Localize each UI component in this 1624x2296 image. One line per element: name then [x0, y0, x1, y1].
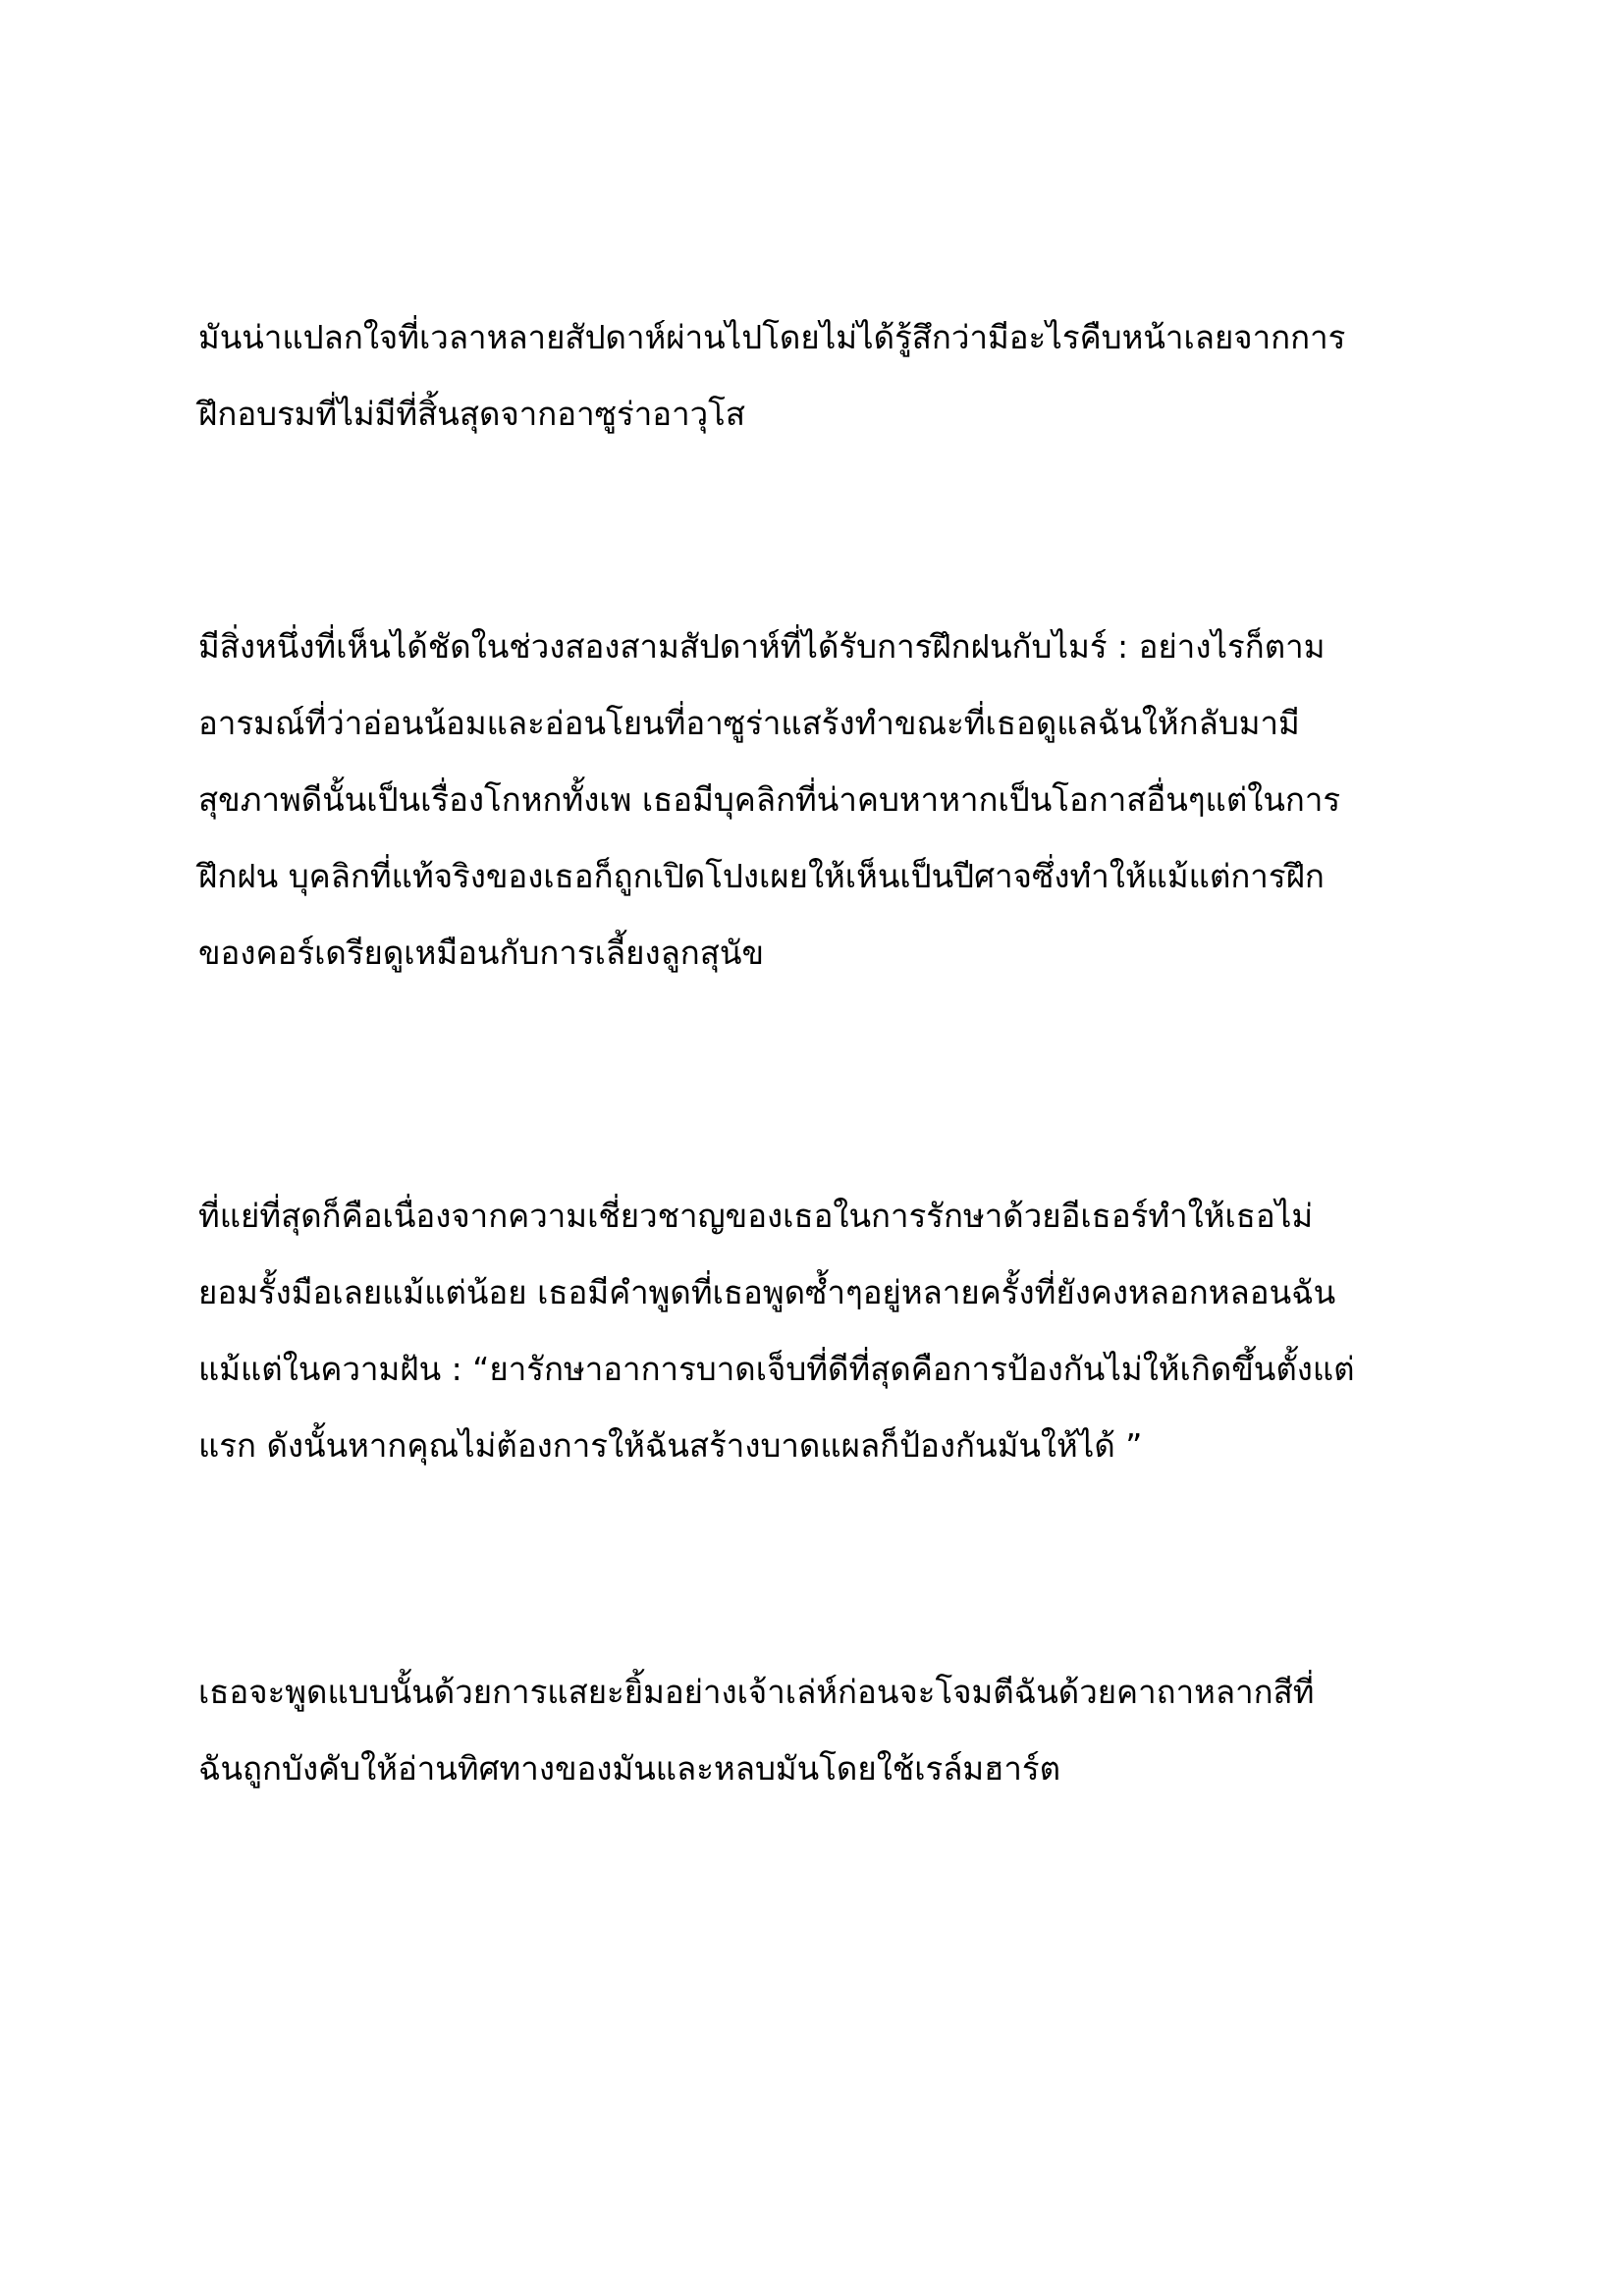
- paragraph-1: [198, 299, 1475, 453]
- paragraph-line: ที่แย่ที่สุดก็คือเนื่องจากความเชี่ยวชาญของเธอในการรักษาด้วยอีเธอร์ทำให้เธอไม่: [198, 1197, 1314, 1235]
- paragraph-line: ของคอร์เดรียดูเหมือนกับการเลี้ยงลูกสุนัข: [198, 934, 765, 972]
- paragraph-line: เธอจะพูดแบบนั้นด้วยการแสยะยิ้มอย่างเจ้าเล่ห์ก่อนจะโจมตีฉันด้วยคาถาหลากสีที่: [198, 1673, 1315, 1711]
- paragraph-line: ฝึกอบรมที่ไม่มีที่สิ้นสุดจากอาซูร่าอาวุโส: [198, 395, 746, 433]
- paragraph-line: แรก ดังนั้นหากคุณไม่ต้องการให้ฉันสร้างบาดแผลก็ป้องกันมันให้ได้ ”: [198, 1426, 1143, 1465]
- paragraph-line: แม้แต่ในความฝัน : “ยารักษาอาการบาดเจ็บที่ดีที่สุดคือการป้องกันไม่ให้เกิดขึ้นตั้งแต่: [198, 1350, 1355, 1388]
- paragraph-line: ฉันถูกบังคับให้อ่านทิศทางของมันและหลบมันโดยใช้เรล์มฮาร์ต: [198, 1749, 1061, 1788]
- paragraph-line: ยอมรั้งมือเลยแม้แต่น้อย เธอมีคำพูดที่เธอพูดซ้ำๆอยู่หลายครั้งที่ยังคงหลอกหลอนฉัน: [198, 1273, 1336, 1311]
- paragraph-4: [198, 1654, 1475, 1807]
- paragraph-line: มันน่าแปลกใจที่เวลาหลายสัปดาห์ผ่านไปโดยไม่ได้รู้สึกว่ามีอะไรคืบหน้าเลยจากการ: [198, 318, 1346, 356]
- paragraph-2: [198, 609, 1475, 991]
- paragraph-3: [198, 1178, 1475, 1484]
- paragraph-line: ฝึกฝน บุคลิกที่แท้จริงของเธอก็ถูกเปิดโปงเผยให้เห็นเป็นปีศาจซึ่งทำให้แม้แต่การฝึก: [198, 857, 1325, 895]
- paragraph-line: อารมณ์ที่ว่าอ่อนน้อมและอ่อนโยนที่อาซูร่าแสร้งทำขณะที่เธอดูแลฉันให้กลับมามี: [198, 704, 1300, 742]
- paragraph-line: มีสิ่งหนึ่งที่เห็นได้ชัดในช่วงสองสามสัปดาห์ที่ได้รับการฝึกฝนกับไมร์ : อย่างไรก็ตาม: [198, 627, 1326, 666]
- paragraph-line: สุขภาพดีนั้นเป็นเรื่องโกหกทั้งเพ เธอมีบุคลิกที่น่าคบหาหากเป็นโอกาสอื่นๆแต่ในการ: [198, 780, 1341, 819]
